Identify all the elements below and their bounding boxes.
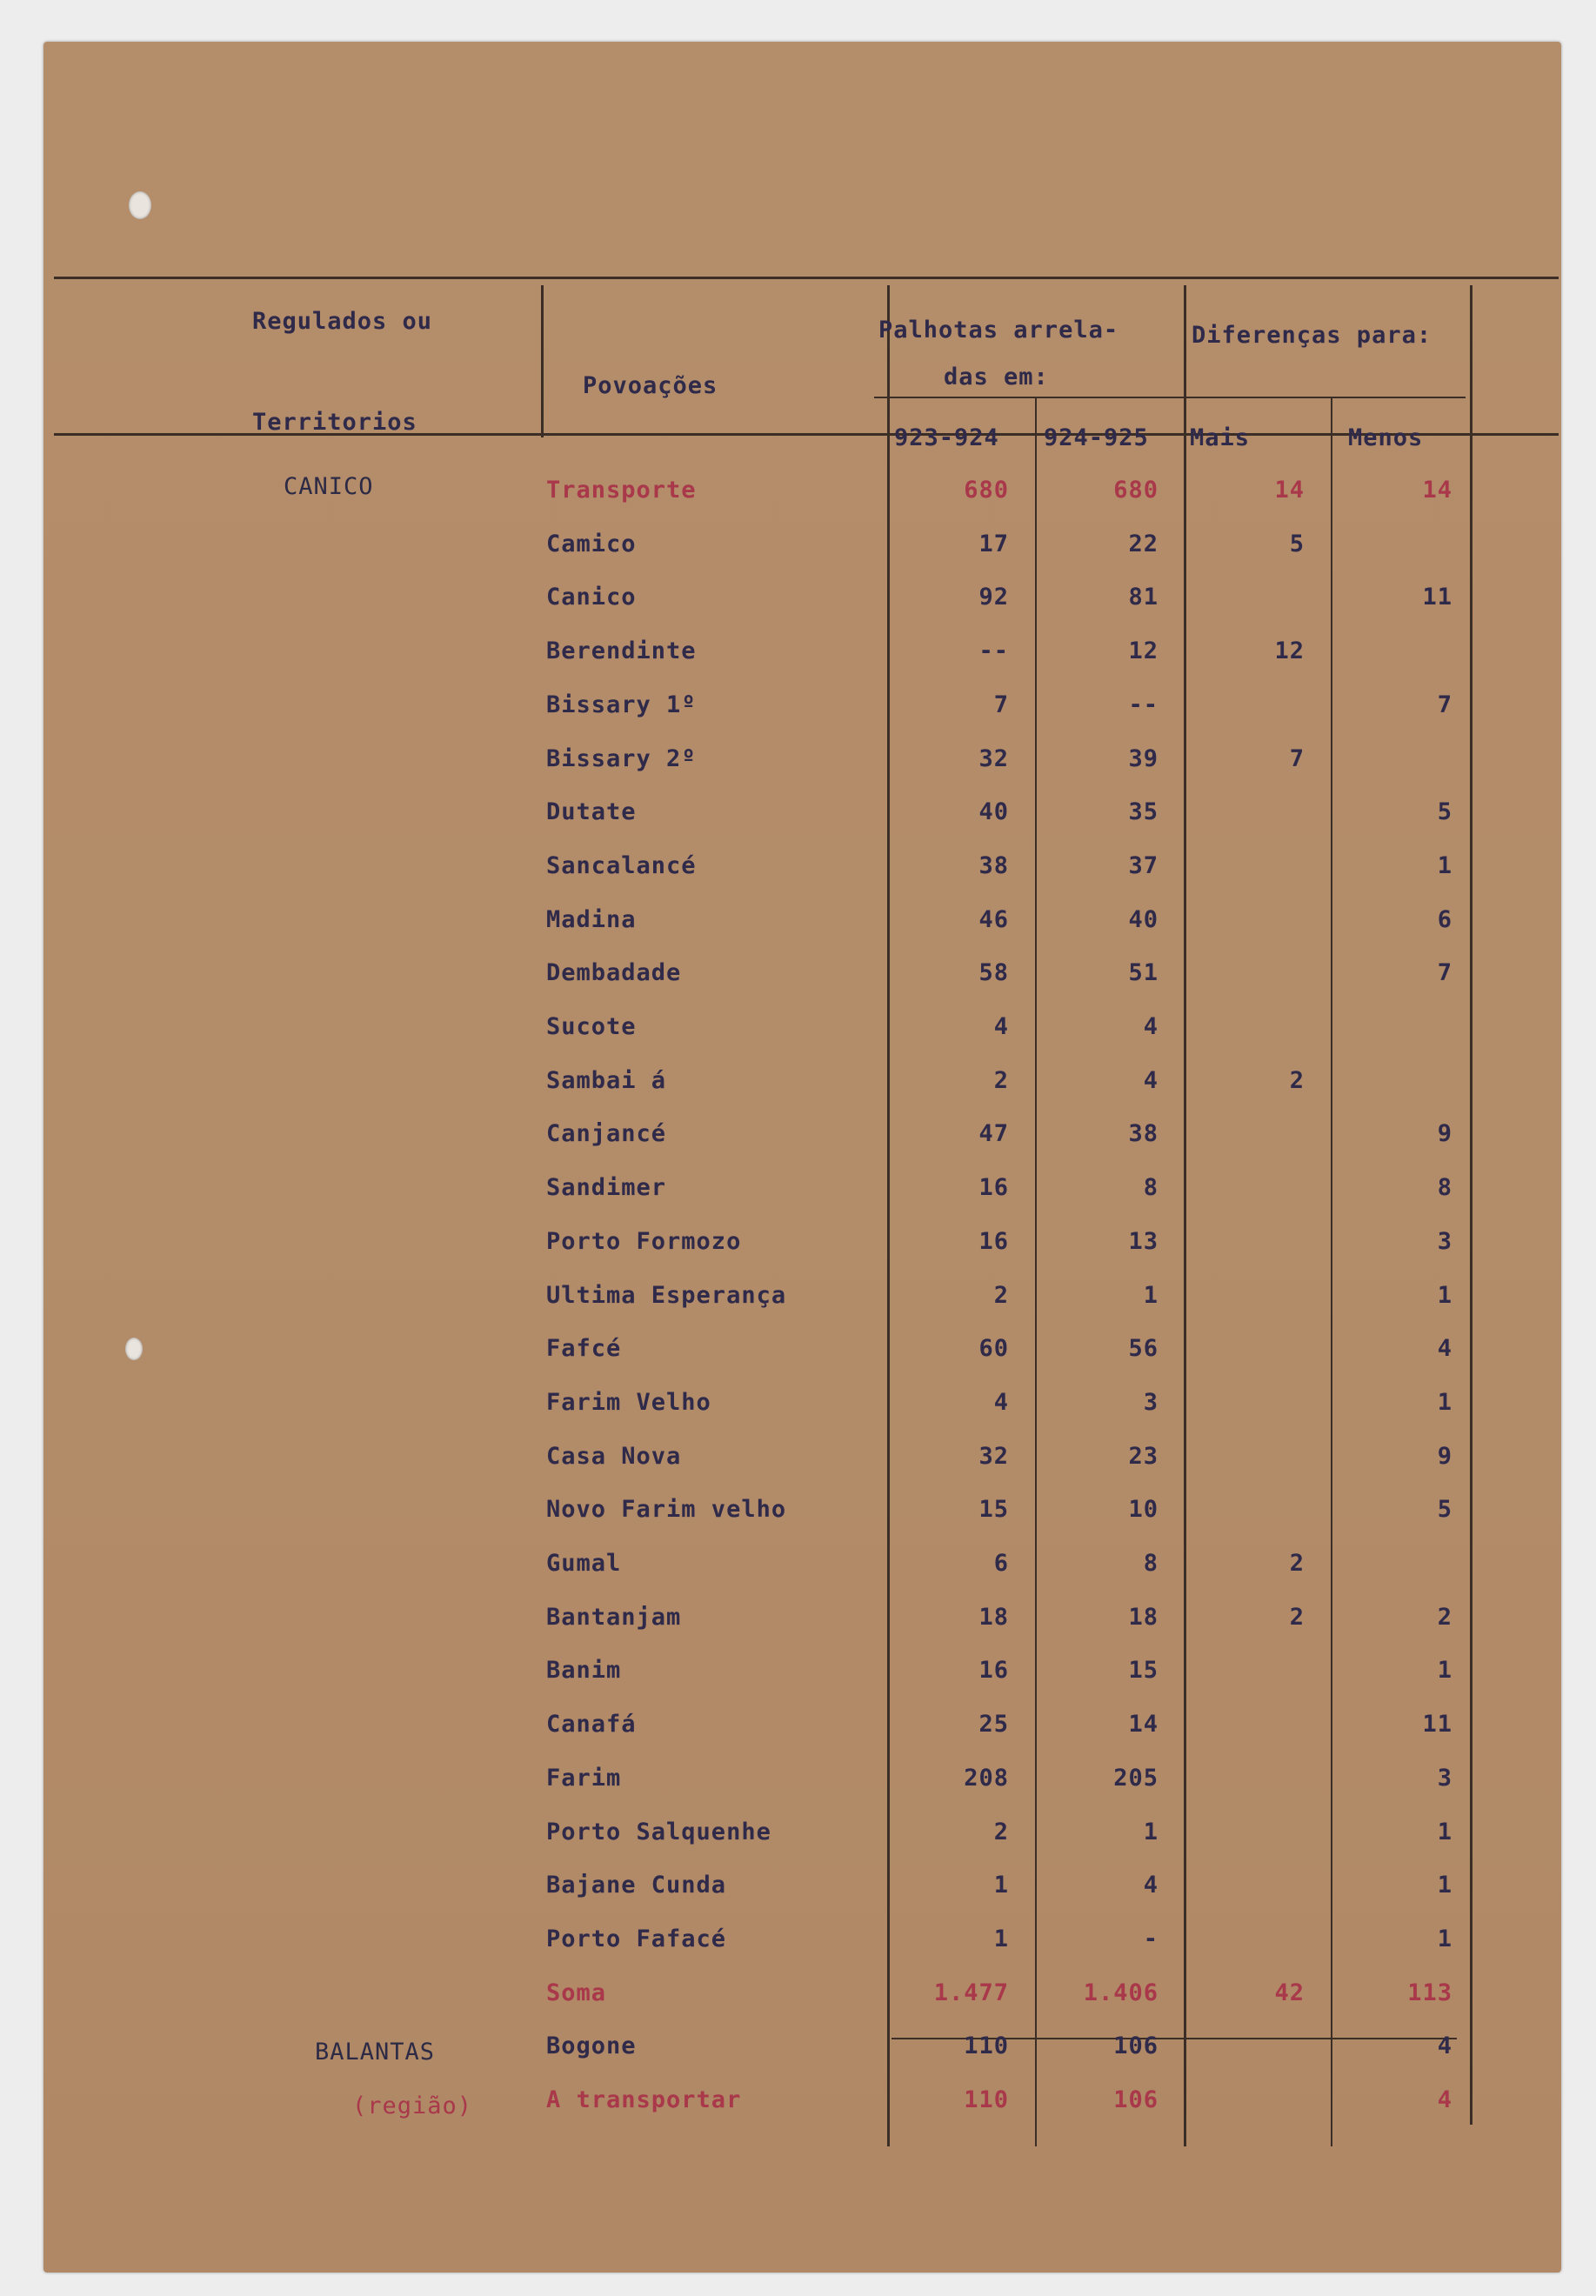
cell-y1: 18	[978, 1604, 1009, 1631]
cell-name: Bissary 1º	[546, 691, 697, 718]
cell-y1: 6	[993, 1550, 1009, 1577]
header-year-2: 924-925	[1044, 424, 1149, 451]
cell-y2: 37	[1128, 852, 1159, 879]
table-top-rule	[54, 277, 1559, 279]
cell-y1: 16	[978, 1228, 1009, 1255]
cell-mais: 5	[1289, 531, 1305, 557]
cell-name: Gumal	[546, 1550, 622, 1577]
cell-name: Canico	[546, 584, 637, 611]
cell-y1: 110	[964, 2032, 1009, 2059]
cell-name: Sancalancé	[546, 852, 697, 879]
document-sheet	[43, 42, 1561, 2273]
cell-menos: 1	[1437, 1926, 1452, 1952]
cell-y2: 1	[1143, 1282, 1159, 1309]
cell-y1: 680	[964, 477, 1009, 504]
cell-mais: 42	[1274, 1979, 1305, 2006]
header-mais: Mais	[1190, 424, 1251, 451]
cell-y1: 40	[978, 798, 1009, 825]
region-balantas-sub: (região)	[352, 2092, 473, 2119]
punch-hole-top	[129, 191, 151, 219]
cell-y1: 2	[993, 1067, 1009, 1094]
cell-name: Farim	[546, 1765, 622, 1792]
cell-y2: 4	[1143, 1872, 1159, 1899]
cell-name: Canjancé	[546, 1120, 667, 1147]
cell-name: Bantanjam	[546, 1604, 682, 1631]
subheader-rule	[874, 397, 1466, 398]
cell-name: Canafá	[546, 1711, 637, 1738]
cell-y2: 13	[1128, 1228, 1159, 1255]
cell-y1: 208	[964, 1765, 1009, 1792]
cell-name: Porto Formozo	[546, 1228, 742, 1255]
cell-mais: 7	[1289, 745, 1305, 772]
cell-menos: 1	[1437, 1282, 1452, 1309]
cell-menos: 5	[1437, 798, 1452, 825]
cell-name: Camico	[546, 531, 637, 557]
cell-y1: 1	[993, 1872, 1009, 1899]
cell-y2: --	[1128, 691, 1159, 718]
cell-name: Novo Farim velho	[546, 1496, 787, 1523]
cell-name: Dutate	[546, 798, 637, 825]
cell-name: Banim	[546, 1657, 622, 1684]
cell-menos: 9	[1437, 1120, 1452, 1147]
cell-y1: 4	[993, 1389, 1009, 1416]
cell-y2: 10	[1128, 1496, 1159, 1523]
cell-y1: 16	[978, 1174, 1009, 1201]
cell-mais: 2	[1289, 1067, 1305, 1094]
cell-y2: 3	[1143, 1389, 1159, 1416]
cell-y2: 18	[1128, 1604, 1159, 1631]
cell-y1: 1	[993, 1926, 1009, 1952]
cell-mais: 14	[1274, 477, 1305, 504]
cell-y2: 4	[1143, 1013, 1159, 1040]
cell-name: Berendinte	[546, 637, 697, 664]
cell-name: Porto Fafacé	[546, 1926, 727, 1952]
cell-name: Sandimer	[546, 1174, 667, 1201]
cell-y2: 4	[1143, 1067, 1159, 1094]
cell-mais: 2	[1289, 1550, 1305, 1577]
cell-y2: 38	[1128, 1120, 1159, 1147]
cell-y2: 22	[1128, 531, 1159, 557]
cell-y2: 56	[1128, 1335, 1159, 1362]
cell-y1: 17	[978, 531, 1009, 557]
cell-menos: 2	[1437, 1604, 1452, 1631]
cell-menos: 9	[1437, 1443, 1452, 1470]
header-diferencas: Diferenças para:	[1192, 322, 1432, 349]
cell-menos: 1	[1437, 1819, 1452, 1845]
cell-name: A transportar	[546, 2086, 742, 2113]
cell-name: Bissary 2º	[546, 745, 697, 772]
header-regulados: Regulados ou	[252, 308, 433, 335]
cell-y1: 32	[978, 1443, 1009, 1470]
cell-name: Bogone	[546, 2032, 637, 2059]
cell-name: Madina	[546, 906, 637, 933]
cell-y2: 8	[1143, 1550, 1159, 1577]
cell-y1: 47	[978, 1120, 1009, 1147]
cell-menos: 11	[1422, 1711, 1452, 1738]
header-palhotas: Palhotas arrela-	[878, 317, 1119, 344]
col-divider-6	[1470, 285, 1472, 2125]
cell-y2: -	[1143, 1926, 1159, 1952]
cell-menos: 3	[1437, 1228, 1452, 1255]
col-divider-2	[887, 285, 890, 2146]
cell-y1: 46	[978, 906, 1009, 933]
cell-menos: 14	[1422, 477, 1452, 504]
cell-menos: 1	[1437, 852, 1452, 879]
cell-name: Soma	[546, 1979, 607, 2006]
cell-y2: 35	[1128, 798, 1159, 825]
cell-y1: 1.477	[933, 1979, 1009, 2006]
col-divider-4	[1184, 285, 1186, 2146]
cell-name: Bajane Cunda	[546, 1872, 727, 1899]
cell-y2: 680	[1113, 477, 1159, 504]
cell-y1: 7	[993, 691, 1009, 718]
cell-y2: 51	[1128, 959, 1159, 986]
cell-menos: 1	[1437, 1657, 1452, 1684]
region-canico: CANICO	[284, 473, 374, 500]
cell-menos: 4	[1437, 1335, 1452, 1362]
cell-y1: 4	[993, 1013, 1009, 1040]
cell-y1: 60	[978, 1335, 1009, 1362]
cell-menos: 7	[1437, 691, 1452, 718]
cell-y2: 81	[1128, 584, 1159, 611]
cell-menos: 5	[1437, 1496, 1452, 1523]
cell-y1: 110	[964, 2086, 1009, 2113]
region-balantas: BALANTAS	[315, 2039, 436, 2066]
cell-y1: 38	[978, 852, 1009, 879]
cell-y2: 1	[1143, 1819, 1159, 1845]
cell-menos: 4	[1437, 2086, 1452, 2113]
cell-name: Casa Nova	[546, 1443, 682, 1470]
cell-y1: --	[978, 637, 1009, 664]
cell-y2: 205	[1113, 1765, 1159, 1792]
cell-y1: 92	[978, 584, 1009, 611]
header-menos: Menos	[1348, 424, 1424, 451]
header-territorios: Territorios	[252, 409, 417, 436]
cell-y1: 15	[978, 1496, 1009, 1523]
cell-name: Fafcé	[546, 1335, 622, 1362]
cell-mais: 2	[1289, 1604, 1305, 1631]
cell-menos: 113	[1407, 1979, 1452, 2006]
cell-menos: 6	[1437, 906, 1452, 933]
cell-y2: 1.406	[1083, 1979, 1159, 2006]
cell-menos: 7	[1437, 959, 1452, 986]
cell-y1: 2	[993, 1819, 1009, 1845]
cell-y2: 40	[1128, 906, 1159, 933]
cell-y2: 12	[1128, 637, 1159, 664]
cell-name: Dembadade	[546, 959, 682, 986]
cell-name: Sucote	[546, 1013, 637, 1040]
cell-name: Farim Velho	[546, 1389, 711, 1416]
cell-menos: 4	[1437, 2032, 1452, 2059]
cell-y2: 23	[1128, 1443, 1159, 1470]
header-year-1: 923-924	[894, 424, 999, 451]
cell-y2: 8	[1143, 1174, 1159, 1201]
cell-y2: 39	[1128, 745, 1159, 772]
header-das-em: das em:	[944, 364, 1049, 390]
cell-y2: 106	[1113, 2086, 1159, 2113]
cell-y2: 15	[1128, 1657, 1159, 1684]
cell-menos: 3	[1437, 1765, 1452, 1792]
cell-name: Sambai á	[546, 1067, 667, 1094]
cell-y1: 32	[978, 745, 1009, 772]
cell-menos: 1	[1437, 1389, 1452, 1416]
cell-y2: 106	[1113, 2032, 1159, 2059]
cell-menos: 8	[1437, 1174, 1452, 1201]
cell-mais: 12	[1274, 637, 1305, 664]
cell-y1: 16	[978, 1657, 1009, 1684]
cell-y1: 58	[978, 959, 1009, 986]
cell-menos: 11	[1422, 584, 1452, 611]
cell-y1: 2	[993, 1282, 1009, 1309]
cell-name: Ultima Esperança	[546, 1282, 787, 1309]
cell-menos: 1	[1437, 1872, 1452, 1899]
cell-y1: 25	[978, 1711, 1009, 1738]
header-povoacoes: Povoações	[583, 372, 718, 399]
col-divider-1	[541, 285, 544, 437]
cell-name: Transporte	[546, 477, 697, 504]
cell-y2: 14	[1128, 1711, 1159, 1738]
punch-hole-bottom	[125, 1338, 143, 1360]
cell-name: Porto Salquenhe	[546, 1819, 771, 1845]
